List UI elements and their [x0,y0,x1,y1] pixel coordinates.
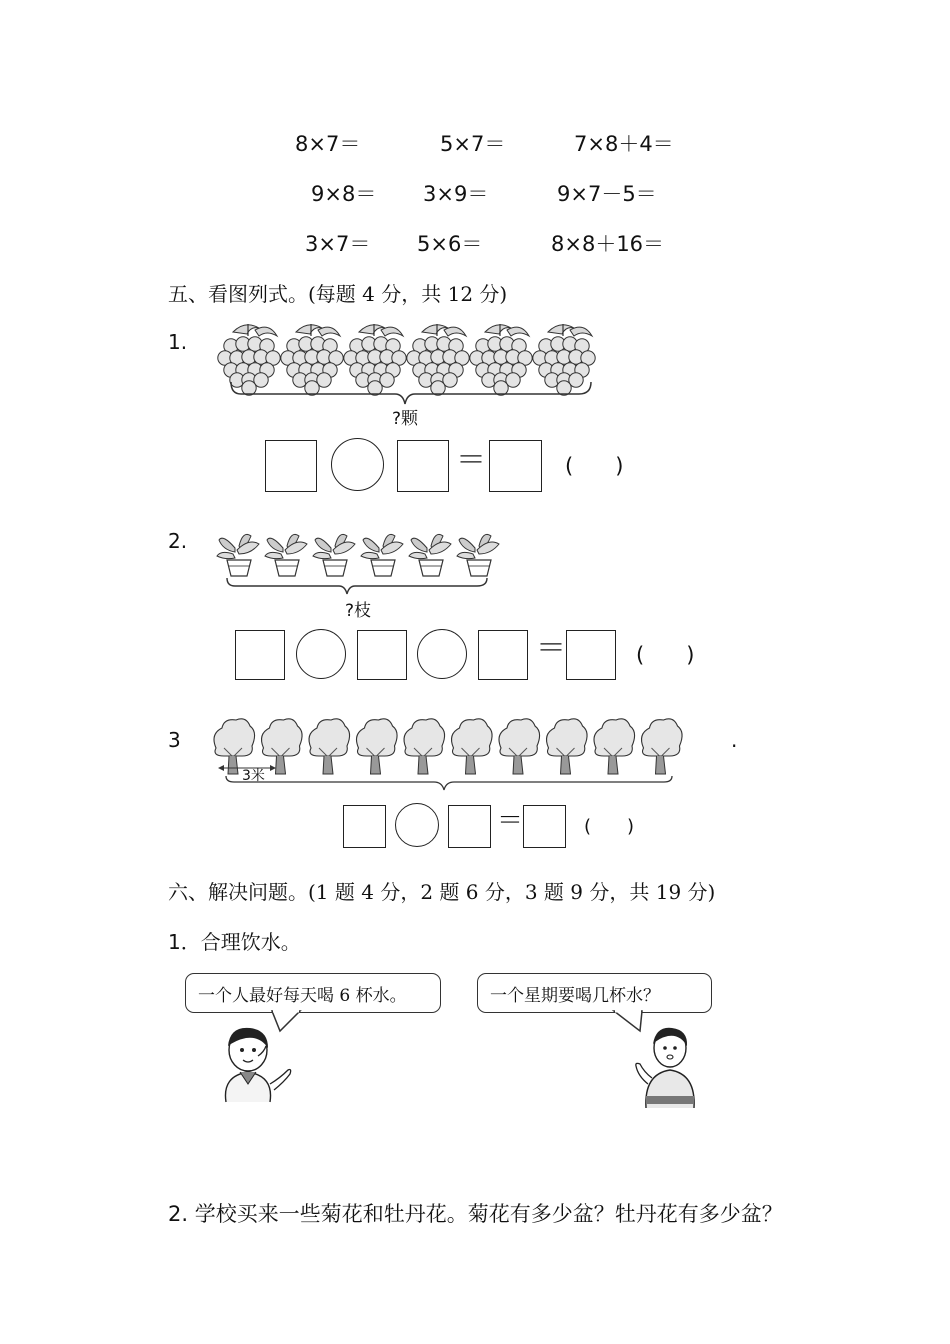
tree-distance-label: 3米 [242,768,265,784]
equals-sign: ＝ [536,631,566,666]
tree-icon [262,719,303,774]
answer-box[interactable] [343,805,386,848]
q1-title: 1．合理饮水。 [168,930,301,954]
speech-bubble-left: 一个人最好每天喝 6 杯水。 [185,973,441,1013]
operator-circle[interactable] [296,629,346,679]
flower-pot-icon [313,534,355,576]
grape-icon [281,324,343,395]
answer-box[interactable] [448,805,491,848]
grape-icon [470,324,532,395]
flower-pot-icon [217,534,259,576]
tree-icon [594,719,635,774]
flower-pot-icon [361,534,403,576]
operator-circle[interactable] [417,629,467,679]
grape-caption: ?颗 [392,409,419,429]
calc-item: 3×7＝ [305,232,371,256]
problem-number: 3 [168,728,181,752]
flower-pot-icon [409,534,451,576]
operator-circle[interactable] [331,438,384,491]
tree-icon [452,719,493,774]
calc-item: 9×7－5＝ [557,182,657,206]
trailing-dot: . [731,728,738,752]
operator-circle[interactable] [395,803,439,847]
answer-box[interactable] [523,805,566,848]
equals-sign: ＝ [456,443,486,478]
boy-left-icon [208,1020,298,1102]
grape-icon [533,324,595,395]
flower-pot-icon [265,534,307,576]
flower-caption: ?枝 [345,601,372,621]
tree-icon [309,719,350,774]
answer-box[interactable] [357,630,407,680]
answer-box[interactable] [489,440,542,492]
problem-number: 2. [168,529,188,553]
tree-icon [642,719,683,774]
brace [226,776,672,790]
tree-icon [357,719,398,774]
q2-title: 2. 学校买来一些菊花和牡丹花。菊花有多少盆？牡丹花有多少盆？ [168,1202,783,1226]
brace [227,578,487,594]
answer-box[interactable] [235,630,285,680]
section6-title: 六、解决问题。(1 题 4 分，2 题 6 分，3 题 9 分，共 19 分) [168,880,716,904]
unit-blank[interactable]: ( ) [584,816,635,837]
grape-icon [218,324,280,395]
speech-bubble-right: 一个星期要喝几杯水？ [477,973,712,1013]
boy-right-icon [632,1020,704,1110]
calc-item: 9×8＝ [311,182,377,206]
tree-icon-row [212,718,678,792]
tree-icon [499,719,540,774]
answer-box[interactable] [397,440,449,492]
section5-title: 五、看图列式。(每题 4 分，共 12 分) [168,282,508,306]
answer-box[interactable] [478,630,528,680]
calc-item: 7×8＋4＝ [574,132,674,156]
problem-number: 1. [168,330,188,354]
calc-item: 8×7＝ [295,132,361,156]
calc-item: 8×8＋16＝ [551,232,665,256]
calc-item: 3×9＝ [423,182,489,206]
unit-blank[interactable]: ( ) [636,643,695,667]
equals-sign: ＝ [497,806,524,836]
calc-item: 5×6＝ [417,232,483,256]
brace [231,382,591,404]
tree-icon [404,719,445,774]
answer-box[interactable] [265,440,317,492]
grape-icon [407,324,469,395]
unit-blank[interactable]: ( ) [565,454,624,478]
tree-icon [547,719,588,774]
flower-pot-icon [457,534,499,576]
answer-box[interactable] [566,630,616,680]
grape-icon [344,324,406,395]
calc-item: 5×7＝ [440,132,506,156]
